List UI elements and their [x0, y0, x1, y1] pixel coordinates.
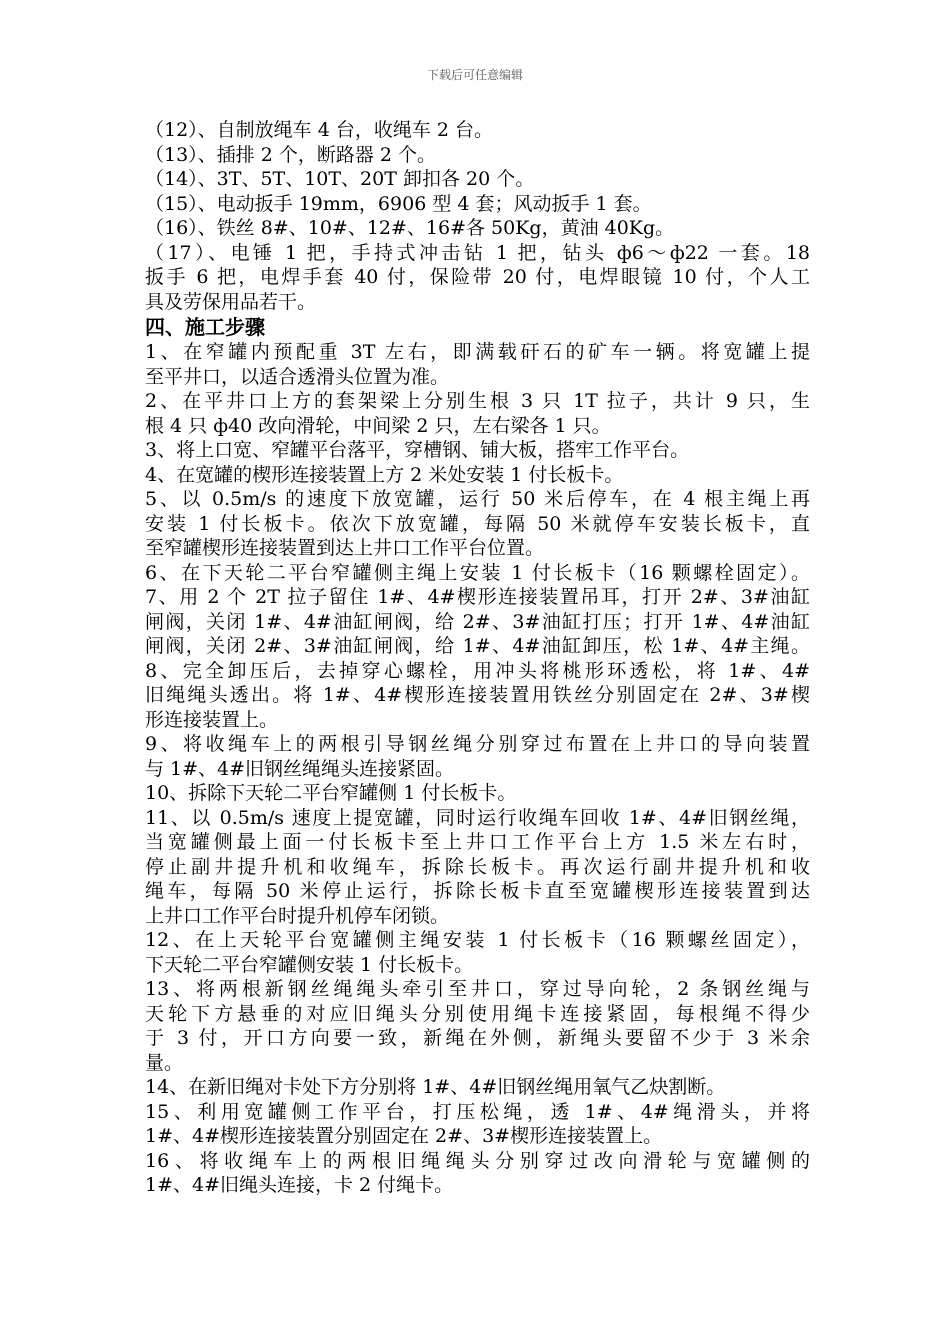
text-line: 3、将上口宽、窄罐平台落平，穿槽钢、铺大板，搭牢工作平台。 [145, 439, 690, 461]
text-line: 具及劳保用品若干。 [145, 290, 317, 313]
text-line: （16）、铁丝 8#、10#、12#、16#各 50Kg，黄油 40Kg。 [145, 217, 675, 239]
text-line: 当宽罐侧最上面一付长板卡至上井口工作平台上方 1.5 米左右时， [145, 831, 810, 853]
text-line: 1#、4#楔形连接装置分别固定在 2#、3#楔形连接装置上。 [145, 1125, 663, 1147]
text-line: 7、用 2 个 2T 拉子留住 1#、4#楔形连接装置吊耳，打开 2#、3#油缸 [145, 586, 810, 608]
text-line: 14、在新旧绳对卡处下方分别将 1#、4#旧钢丝绳用氧气乙炔割断。 [145, 1076, 726, 1098]
text-line: 形连接装置上。 [145, 708, 279, 731]
text-line: 安装 1 付长板卡。依次下放宽罐，每隔 50 米就停车安装长板卡，直 [145, 512, 810, 535]
text-line: 闸阀，关闭 1#、4#油缸闸阀，给 2#、3#油缸打压；打开 1#、4#油缸 [145, 610, 810, 633]
text-line: 13、将两根新钢丝绳绳头牵引至井口，穿过导向轮，2 条钢丝绳与 [145, 978, 810, 1000]
text-line: 9、将收绳车上的两根引导钢丝绳分别穿过布置在上井口的导向装置 [145, 733, 810, 755]
text-line: 15、利用宽罐侧工作平台，打压松绳，透 1#、4#绳滑头，并将 [145, 1100, 810, 1123]
text-line: 6、在下天轮二平台窄罐侧主绳上安装 1 付长板卡（16 颗螺栓固定）。 [145, 561, 810, 584]
text-line: 5、以 0.5m/s 的速度下放宽罐，运行 50 米后停车，在 4 根主绳上再 [145, 488, 810, 510]
text-line: 闸阀，关闭 2#、3#油缸闸阀，给 1#、4#油缸卸压，松 1#、4#主绳。 [145, 635, 810, 657]
text-line: （17）、电锤 1 把，手持式冲击钻 1 把，钻头 ф6～ф22 一套。18 [145, 241, 810, 264]
document-body [145, 118, 810, 1198]
text-line: 扳手 6 把，电焊手套 40 付，保险带 20 付，电焊眼镜 10 付，个人工 [145, 266, 810, 288]
text-line: 10、拆除下天轮二平台窄罐侧 1 付长板卡。 [145, 782, 517, 804]
text-line: 4、在宽罐的楔形连接装置上方 2 米处安装 1 付长板卡。 [145, 463, 624, 486]
text-line: 与 1#、4#旧钢丝绳绳头连接紧固。 [145, 757, 455, 780]
text-line: （15）、电动扳手 19mm，6906 型 4 套；风动扳手 1 套。 [145, 192, 652, 215]
section-heading: 四、施工步骤 [145, 315, 265, 339]
text-line: （14）、3T、5T、10T、20T 卸扣各 20 个。 [145, 168, 535, 190]
text-line: 8、完全卸压后，去掉穿心螺栓，用冲头将桃形环透松，将 1#、4# [145, 659, 810, 682]
text-line: 11、以 0.5m/s 速度上提宽罐，同时运行收绳车回收 1#、4#旧钢丝绳， [145, 806, 810, 829]
text-line: 1、在窄罐内预配重 3T 左右，即满载矸石的矿车一辆。将宽罐上提 [145, 341, 810, 363]
text-line: （13）、插排 2 个，断路器 2 个。 [145, 143, 437, 166]
text-line: 1#、4#旧绳头连接，卡 2 付绳卡。 [145, 1174, 454, 1196]
text-line: 至平井口，以适合透滑头位置为准。 [145, 365, 450, 388]
text-line: 16、将收绳车上的两根旧绳绳头分别穿过改向滑轮与宽罐侧的 [145, 1149, 810, 1172]
text-line: 停止副井提升机和收绳车，拆除长板卡。再次运行副井提升机和收 [145, 855, 810, 878]
text-line: 绳车，每隔 50 米停止运行，拆除长板卡直至宽罐楔形连接装置到达 [145, 880, 810, 902]
text-line: 于 3 付，开口方向要一致，新绳在外侧，新绳头要留不少于 3 米余 [145, 1027, 810, 1049]
text-line: 旧绳绳头透出。将 1#、4#楔形连接装置用铁丝分别固定在 2#、3#楔 [145, 684, 810, 706]
text-line: （12）、自制放绳车 4 台，收绳车 2 台。 [145, 119, 494, 141]
text-line: 根 4 只 ф40 改向滑轮，中间梁 2 只，左右梁各 1 只。 [145, 414, 611, 437]
text-line: 天轮下方悬垂的对应旧绳头分别使用绳卡连接紧固，每根绳不得少 [145, 1002, 810, 1025]
text-line: 12、在上天轮平台宽罐侧主绳安装 1 付长板卡（16 颗螺丝固定）， [145, 929, 810, 951]
text-line: 下天轮二平台窄罐侧安装 1 付长板卡。 [145, 953, 474, 976]
text-line: 量。 [145, 1051, 184, 1074]
text-line: 2、在平井口上方的套架梁上分别生根 3 只 1T 拉子，共计 9 只，生 [145, 390, 810, 412]
text-line: 至窄罐楔形连接装置到达上井口工作平台位置。 [145, 537, 545, 559]
text-line: 上井口工作平台时提升机停车闭锁。 [145, 904, 450, 927]
page-header-note: 下载后可任意编辑 [426, 68, 523, 82]
